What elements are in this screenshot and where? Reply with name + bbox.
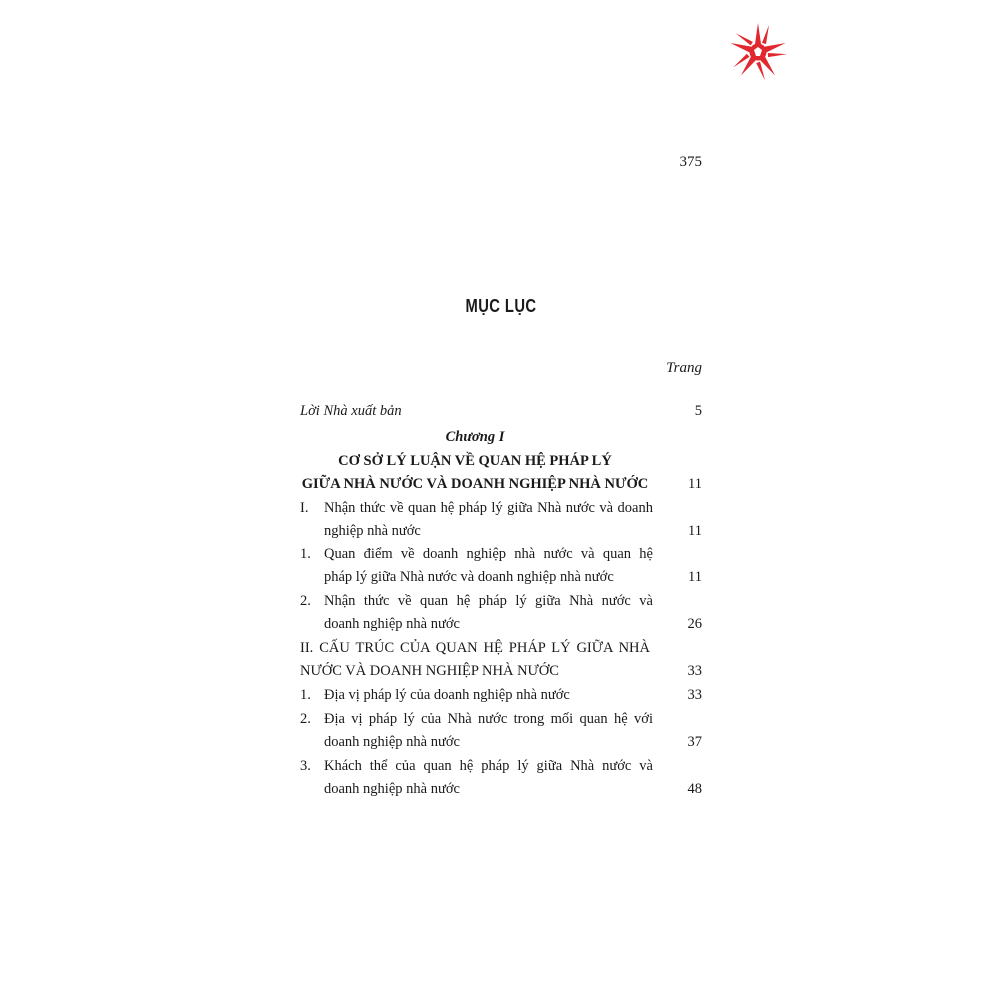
toc-entry-text: Địa vị pháp lý của doanh nghiệp nhà nước — [324, 687, 570, 703]
toc-entry-text: doanh nghiệp nhà nước — [324, 734, 460, 750]
toc-entry-page: 48 — [687, 781, 702, 797]
chapter-title-line1: CƠ SỞ LÝ LUẬN VỀ QUAN HỆ PHÁP LÝ — [338, 453, 612, 469]
toc-entry-text — [300, 637, 650, 660]
page-column-label: Trang — [666, 360, 702, 376]
toc-entry-page: 11 — [688, 476, 702, 492]
chapter-title-line2: GIỮA NHÀ NƯỚC VÀ DOANH NGHIỆP NHÀ NƯỚC — [301, 476, 649, 492]
toc-entry-text: doanh nghiệp nhà nước — [324, 781, 460, 797]
toc-entry-page: 5 — [694, 403, 702, 419]
toc-entry-page: 11 — [688, 523, 702, 539]
toc-entry-number: 2. — [300, 711, 311, 727]
toc-entry-text: pháp lý giữa Nhà nước và doanh nghiệp nhà nước — [324, 569, 614, 585]
toc-entry-number: II. — [300, 640, 314, 656]
chapter-label: Chương I — [445, 429, 505, 445]
toc-entry-page: 33 — [687, 687, 702, 703]
toc-entry-text: Quan điểm về doanh nghiệp nhà nước và quan hệ — [324, 546, 653, 562]
toc-entry-number: 1. — [300, 687, 311, 703]
toc-entry-number: 2. — [300, 593, 311, 609]
toc-entry-number: 1. — [300, 546, 311, 562]
toc-entry-text: doanh nghiệp nhà nước — [324, 616, 460, 632]
toc-entry-page: 26 — [687, 616, 702, 632]
toc-entry-text: Nhận thức về quan hệ pháp lý giữa Nhà nước và doanh — [324, 500, 653, 516]
toc-entry-page: 33 — [687, 663, 702, 679]
publisher-logo-icon — [728, 22, 788, 82]
toc-entry-text: NƯỚC VÀ DOANH NGHIỆP NHÀ NƯỚC — [300, 663, 559, 679]
toc-entry-page: 11 — [688, 569, 702, 585]
toc-heading: MỤC LỤC — [465, 296, 537, 316]
toc-entry-number: I. — [300, 500, 309, 516]
toc-entry-text: Lời Nhà xuất bản — [300, 403, 402, 419]
toc-entry-text: nghiệp nhà nước — [324, 523, 421, 539]
toc-entry-text: Địa vị pháp lý của Nhà nước trong mối quan hệ với — [324, 711, 653, 727]
toc-entry-page: 37 — [687, 734, 702, 750]
page-number: 375 — [679, 154, 702, 170]
toc-entry-number: 3. — [300, 758, 311, 774]
toc-entry-text: Nhận thức về quan hệ pháp lý giữa Nhà nước và — [324, 593, 653, 609]
toc-entry-text-line1: CẤU TRÚC CỦA QUAN HỆ PHÁP LÝ GIỮA NHÀ — [319, 640, 650, 656]
toc-entry-text: Khách thể của quan hệ pháp lý giữa Nhà nước và — [324, 758, 653, 774]
